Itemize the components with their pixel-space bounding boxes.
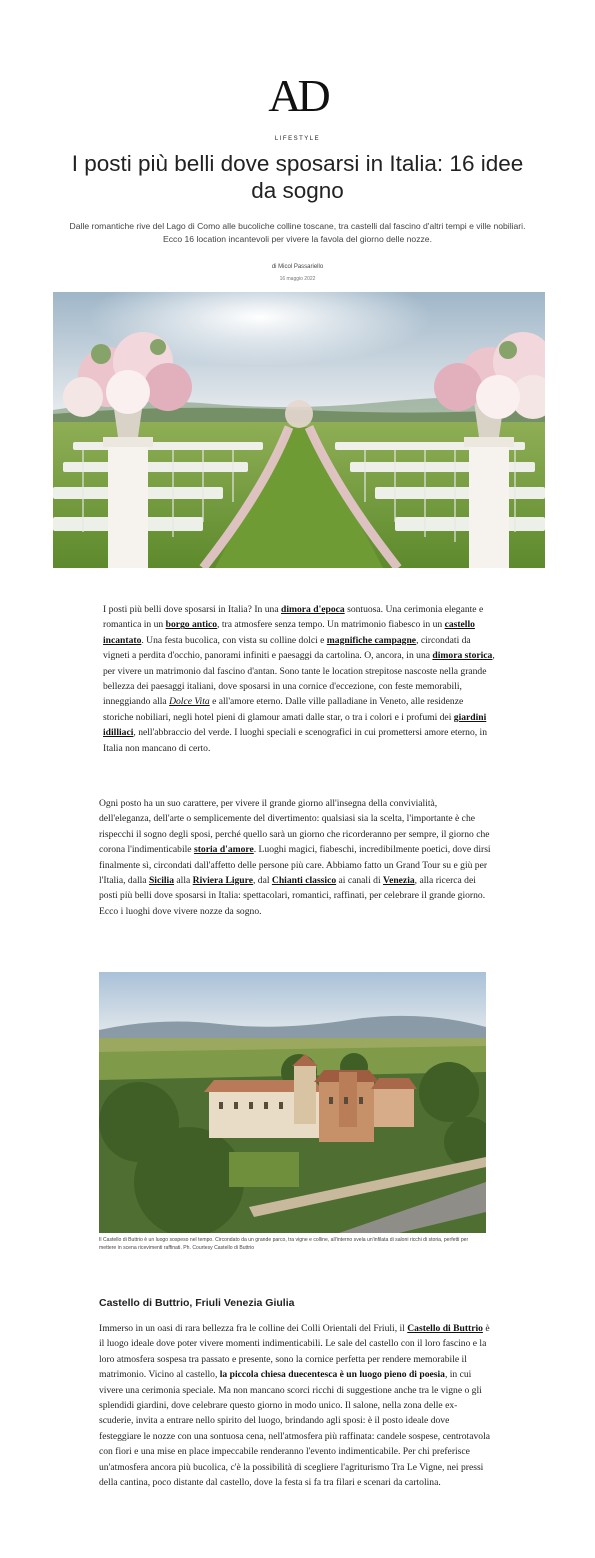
article-title: I posti più belli dove sposarsi in Italia: 16 idee da sogno xyxy=(71,151,524,203)
link-giardini-idilliaci[interactable]: giardini idilliaci xyxy=(103,711,487,739)
section-paragraph-castello-di-buttrio: Immerso in un oasi di rara bellezza fra le colline dei Colli Orientali del Friuli, il Castello di Buttrio è il luogo ideale dove poter vivere momenti indimenticabili. Le sale del castello con il loro fascino e la loro atmosfera sospesa tra passato e presente, sono la cornice perfetta per rendere memorabile il matrimonio. Vicino al castello, la piccola chiesa duecentesca è un luogo pieno di poesia, in cui vivere una cerimonia speciale. Ma non mancano scorci ricchi di suggestione anche tra le vigne o gli splendidi giardini, dove celebrare questo giorno in modo unico. Il salone, nella zona delle ex-scuderie, invita a entrare nello spirito del luogo, brindando agli sposi: è il posto ideale dove festeggiare le nozze con una sontuosa cena, nell'atmosfera più raffinata: candele sospese, centrotavola con fiori e una mise en place impeccabile renderanno l'evento indimenticabile. Per chi preferisce un'atmosfera ancora più bucolica, c'è la possibilità di scegliere l'agriturismo Tra Le Vigne, nei pressi della cantina, poco distante dal castello, dove la festa si fa tra filari e scenari da cartolina. xyxy=(99,1323,490,1489)
intro-paragraph-1: I posti più belli dove sposarsi in Italia? In una dimora d'epoca sontuosa. Una cerimonia elegante e romantica in un borgo antico, tra atmosfere senza tempo. Un matrimonio fiabesco in un castello incantato. Una festa bucolica, con vista su colline dolci e magnifiche campagne, circondati da vigneti a perdita d'occhio, panorami infiniti e paesaggi da cartolina. O, ancora, in una dimora storica, per vivere un matrimonio dal fascino d'antan. Sono tante le location strepitose nascoste nella grande bellezza dei paesaggi italiani, dove sposarsi in una cornice d'eccezione, con feste memorabili, inneggiando alla Dolce Vita e all'amore eterno. Dalle ville palladiane in Veneto, alle residenze storiche nobiliari, negli hotel pieni di glamour amati dalle star, o tra i colori e i profumi dei giardini idilliaci, nell'abbraccio del verde. I luoghi speciali e scenografici in cui promettersi amore eterno, in Italia non mancano di certo. xyxy=(103,604,495,754)
link-riviera-ligure[interactable]: Riviera Ligure xyxy=(192,875,253,887)
link-castello-incantato[interactable]: castello incantato xyxy=(103,619,475,646)
section-kicker[interactable]: LIFESTYLE xyxy=(274,136,321,142)
castle-image xyxy=(99,972,486,1233)
link-chianti-classico[interactable]: Chianti classico xyxy=(271,875,337,887)
link-venezia[interactable]: Venezia xyxy=(383,875,415,887)
section-heading-castello-di-buttrio: Castello di Buttrio, Friuli Venezia Giulia xyxy=(99,1297,295,1309)
castle-photo-illustration xyxy=(99,972,486,1233)
link-sicilia[interactable]: Sicilia xyxy=(148,875,175,887)
link-dolce-vita[interactable]: Dolce Vita xyxy=(169,696,210,708)
link-storia-damore[interactable]: storia d'amore xyxy=(193,844,254,856)
link-castello-di-buttrio[interactable]: Castello di Buttrio xyxy=(407,1323,483,1334)
hero-image xyxy=(53,292,545,568)
castle-image-caption: Il Castello di Buttrio è un luogo sospeso nel tempo. Circondato da un grande parco, tra vigne e colline, all'interno svela un'infilata di saloni ricchi di storia, perfetti per mettere in scena ricevimenti raffinati. Ph. Courtesy Castello di Buttrio xyxy=(99,1237,469,1251)
link-magnifiche-campagne[interactable]: magnifiche campagne xyxy=(326,634,417,646)
link-dimora-storica[interactable]: dimora storica xyxy=(432,650,493,662)
article-dek: Dalle romantiche rive del Lago di Como alle bucoliche colline toscane, tra castelli dal fascino d'altri tempi e ville nobiliari. Ecco 16 location incantevoli per vivere la favola del giorno delle nozze. xyxy=(69,221,526,244)
article-date: 16 maggio 2022 xyxy=(279,276,316,282)
link-dimora-depoca[interactable]: dimora d'epoca xyxy=(280,604,345,615)
hero-photo-illustration xyxy=(53,292,545,568)
intro-paragraph-2: Ogni posto ha un suo carattere, per vivere il grande giorno all'insegna della convivialità, dell'eleganza, dell'arte o semplicemente del divertimento: qualsiasi sia la scelta, l'importante è che rispecchi il sogno degli sposi, perché quello sarà un giorno che ricorderanno per sempre, il giorno che corona l'indimenticabile storia d'amore. Luoghi magici, fiabeschi, incredibilmente poetici, dove dirsi finalmente sì, circondati dall'affetto delle persone più care. Abbiamo fatto un Grand Tour su e giù per l'Italia, dalla Sicilia alla Riviera Ligure, dal Chianti classico ai canali di Venezia, alla ricerca dei posti più belli dove sposarsi in Italia: spettacolari, romantici, raffinati, per celebrare il grande giorno. Ecco i luoghi dove vivere nozze da sogno. xyxy=(99,798,491,917)
ad-logo[interactable]: AD xyxy=(268,70,327,121)
article-byline[interactable]: di Micol Passariello xyxy=(271,264,324,270)
link-borgo-antico[interactable]: borgo antico xyxy=(165,619,218,631)
